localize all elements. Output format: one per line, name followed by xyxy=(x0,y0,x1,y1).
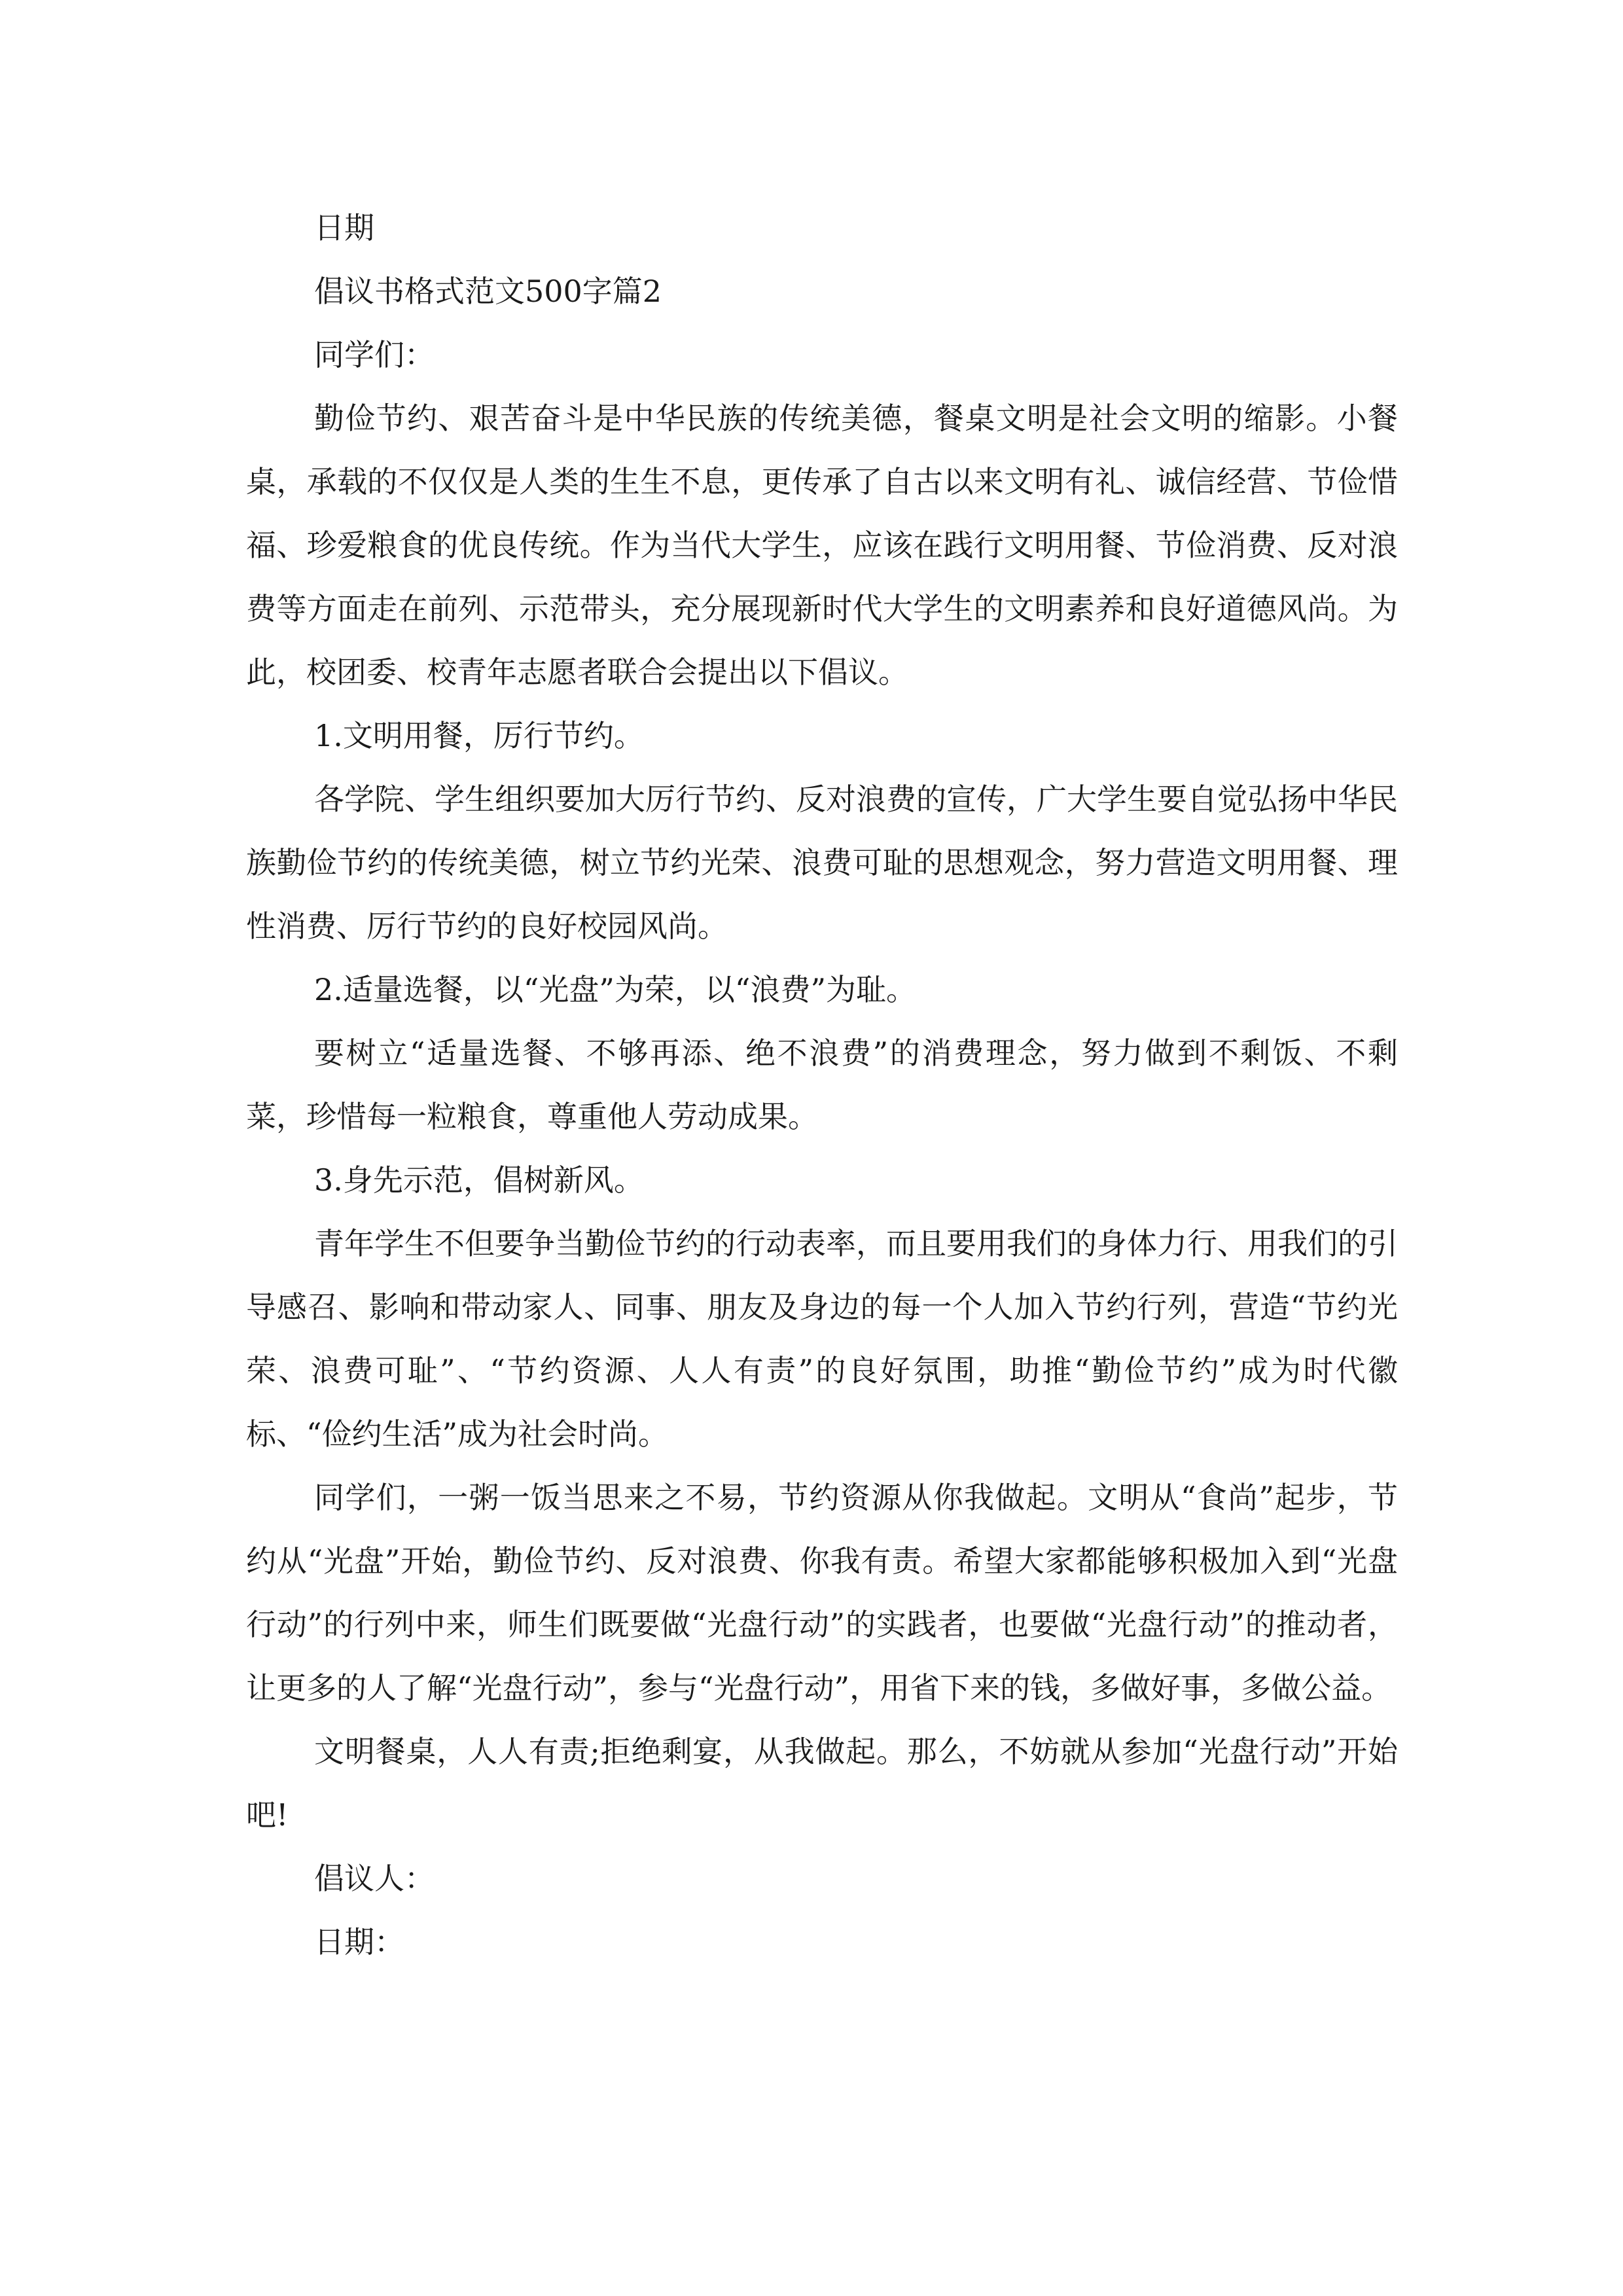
section-title: 倡议书格式范文500字篇2 xyxy=(314,274,662,309)
salutation: 同学们： xyxy=(314,337,435,372)
paragraph-intro: 勤俭节约、艰苦奋斗是中华民族的传统美德，餐桌文明是社会文明的缩影。小餐桌，承载的不仅仅是人类的生生不息，更传承了自古以来文明有礼、诚信经营、节俭惜福、珍爱粮食的优良传统。作为当代大学生，应该在践行文明用餐、节俭消费、反对浪费等方面走在前列、示范带头，充分展现新时代大学生的文明素养和良好道德风尚。为此，校团委、校青年志愿者联合会提出以下倡议。 xyxy=(246,401,1398,690)
item-body-3: 青年学生不但要争当勤俭节约的行动表率，而且要用我们的身体力行、用我们的引导感召、影响和带动家人、同事、朋友及身边的每一个人加入节约行列，营造“节约光荣、浪费可耻”、“节约资源、人人有责”的良好氛围，助推“勤俭节约”成为时代徽标、“俭约生活”成为社会时尚。 xyxy=(246,1226,1398,1452)
document-body xyxy=(246,196,1398,1974)
item-body-1: 各学院、学生组织要加大厉行节约、反对浪费的宣传，广大学生要自觉弘扬中华民族勤俭节约的传统美德，树立节约光荣、浪费可耻的思想观念，努力营造文明用餐、理性消费、厉行节约的良好校园风尚。 xyxy=(246,781,1398,944)
signature-line: 倡议人： xyxy=(314,1861,435,1896)
item-heading-1: 1.文明用餐，厉行节约。 xyxy=(314,718,644,753)
paragraph-appeal: 同学们，一粥一饭当思来之不易，节约资源从你我做起。文明从“食尚”起步，节约从“光盘”开始，勤俭节约、反对浪费、你我有责。希望大家都能够积极加入到“光盘行动”的行列中来，师生们既要做“光盘行动”的实践者，也要做“光盘行动”的推动者，让更多的人了解“光盘行动”，参与“光盘行动”，用省下来的钱，多做好事，多做公益。 xyxy=(246,1480,1398,1706)
paragraph-closing: 文明餐桌，人人有责;拒绝剩宴，从我做起。那么，不妨就从参加“光盘行动”开始吧! xyxy=(246,1734,1398,1833)
item-heading-2: 2.适量选餐，以“光盘”为荣，以“浪费”为耻。 xyxy=(314,972,916,1007)
item-body-2: 要树立“适量选餐、不够再添、绝不浪费”的消费理念，努力做到不剩饭、不剩菜，珍惜每一粒粮食，尊重他人劳动成果。 xyxy=(246,1035,1398,1134)
item-heading-3: 3.身先示范，倡树新风。 xyxy=(314,1162,644,1198)
date-line-bottom: 日期： xyxy=(314,1924,404,1960)
date-line-top: 日期 xyxy=(314,210,374,245)
